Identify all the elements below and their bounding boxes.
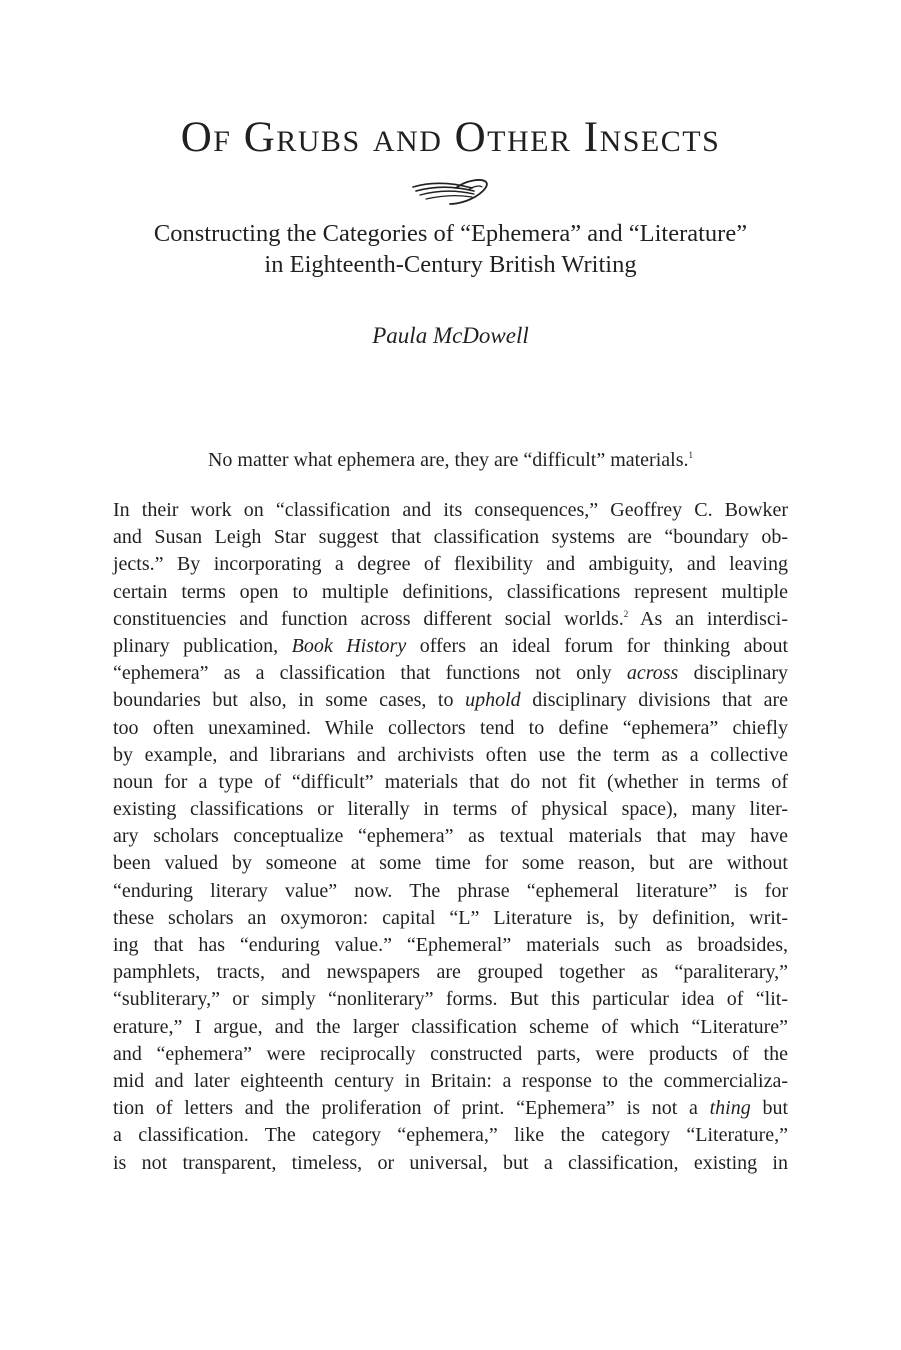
text-line: jects.” By incorporating a degree of flexibility and ambiguity, and leaving — [113, 553, 788, 576]
text-line: ary scholars conceptualize “ephemera” as textual materials that may have — [113, 825, 788, 848]
text-line: is not transparent, timeless, or universal, but a classification, existing in — [113, 1151, 788, 1174]
text-segment: disciplinary divisions that are — [520, 689, 788, 712]
text-line — [113, 633, 788, 660]
text-line: been valued by someone at some time for some reason, but are without — [113, 852, 788, 875]
text-line: pamphlets, tracts, and newspapers are grouped together as “paraliterary,” — [113, 961, 788, 984]
text-line: a classification. The category “ephemera,” like the category “Literature,” — [113, 1124, 788, 1147]
text-segment: offers an ideal forum for thinking about — [406, 634, 788, 657]
author-name: Paula McDowell — [372, 323, 529, 348]
text-line: ing that has “enduring value.” “Ephemeral” materials such as broadsides, — [113, 934, 788, 956]
article-title: Of Grubs and Other Insects — [180, 114, 721, 161]
footnote-marker-1: 1 — [688, 450, 693, 460]
body-paragraph — [113, 497, 788, 1177]
epigraph-text: No matter what ephemera are, they are “difficult” materials. — [207, 449, 689, 471]
text-line: “subliterary,” or simply “nonliterary” forms. But this particular idea of “lit- — [113, 988, 788, 1011]
text-line: and “ephemera” were reciprocally constructed parts, were products of the — [113, 1042, 788, 1065]
text-segment: disciplinary — [678, 662, 788, 685]
text-segment: but — [750, 1097, 788, 1120]
text-segment: As an interdisci- — [628, 607, 788, 630]
text-line: In their work on “classification and its consequences,” Geoffrey C. Bowker — [113, 499, 788, 521]
text-line: existing classifications or literally in terms of physical space), many liter- — [113, 798, 788, 821]
subtitle-line-1: Constructing the Categories of “Ephemera” and “Literature” — [153, 220, 748, 247]
epigraph — [0, 447, 901, 474]
text-line: “enduring literary value” now. The phrase “ephemeral literature” is for — [113, 879, 788, 902]
text-segment: plinary publication, — [113, 634, 292, 657]
text-line: too often unexamined. While collectors tend to define “ephemera” chiefly — [113, 716, 788, 739]
flourish-ornament-icon — [410, 174, 494, 206]
text-segment: tion of letters and the proliferation of print. “Ephemera” is not a — [113, 1097, 710, 1120]
text-line: erature,” I argue, and the larger classification scheme of which “Literature” — [113, 1015, 788, 1038]
text-line: noun for a type of “difficult” materials that do not fit (whether in terms of — [113, 770, 788, 793]
subtitle-line-2: in Eighteenth-Century British Writing — [264, 251, 637, 278]
text-line: mid and later eighteenth century in Britain: a response to the commercializa- — [113, 1069, 788, 1092]
italic-emphasis: uphold — [465, 689, 521, 712]
italic-emphasis: thing — [709, 1097, 751, 1120]
text-line — [113, 687, 788, 714]
italic-title-book-history: Book History — [291, 634, 407, 657]
text-line — [113, 1095, 788, 1122]
text-segment: constituencies and function across different social worlds. — [113, 607, 624, 630]
article-subtitle — [0, 218, 901, 280]
text-segment: “ephemera” as a classification that functions not only — [113, 662, 627, 685]
text-line — [113, 660, 788, 687]
text-line: by example, and librarians and archivists often use the term as a collective — [113, 743, 788, 766]
text-line: certain terms open to multiple definitions, classifications represent multiple — [113, 580, 788, 603]
text-line: these scholars an oxymoron: capital “L” Literature is, by definition, writ- — [113, 906, 788, 929]
italic-emphasis: across — [626, 662, 679, 685]
text-line — [113, 606, 788, 633]
text-line: and Susan Leigh Star suggest that classification systems are “boundary ob- — [113, 526, 788, 549]
text-segment: boundaries but also, in some cases, to — [113, 689, 466, 712]
footnote-marker-2: 2 — [623, 608, 629, 619]
